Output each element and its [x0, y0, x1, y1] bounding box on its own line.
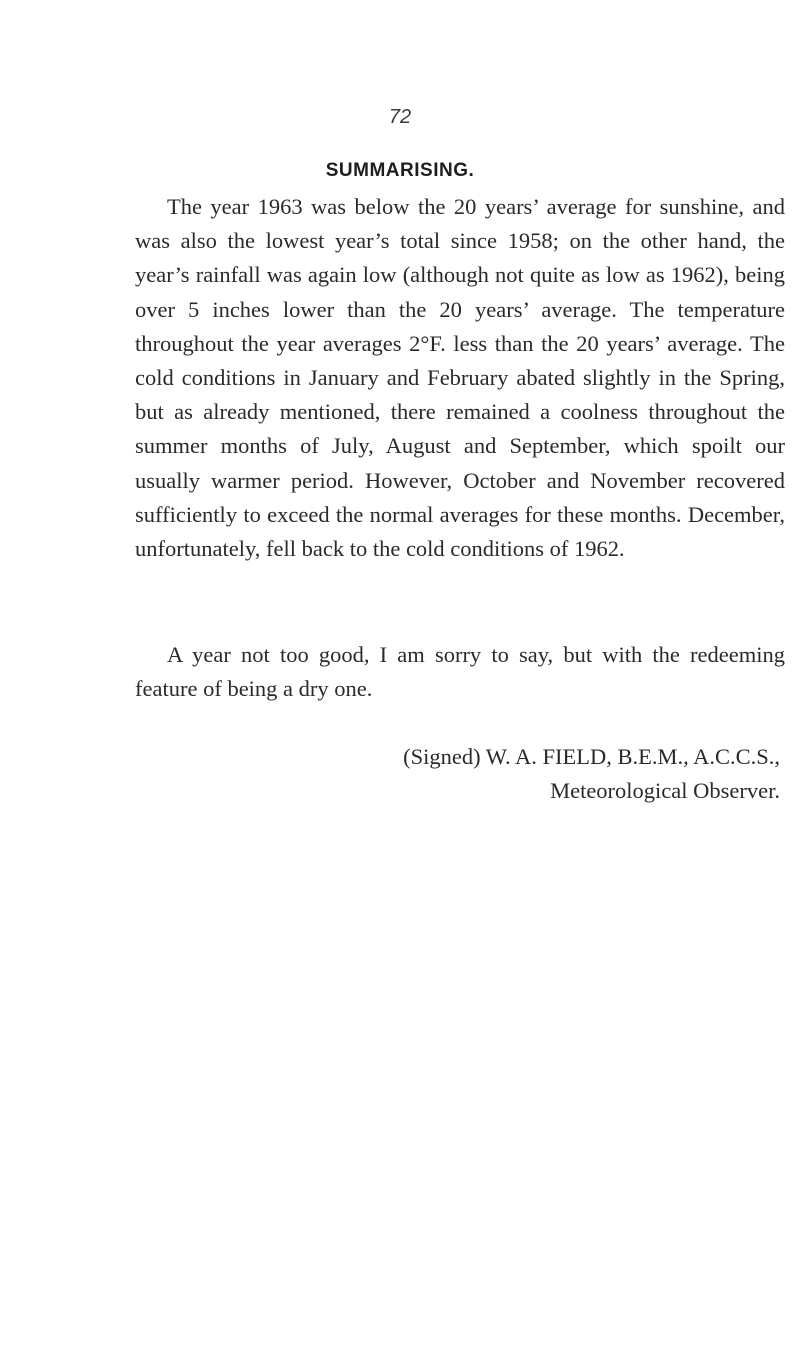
signature-title: Meteorological Observer.: [550, 778, 780, 803]
signature-name: (Signed) W. A. FIELD, B.E.M., A.C.C.S.,: [403, 744, 780, 769]
page-number: 72: [388, 106, 412, 128]
section-heading: SUMMARISING.: [325, 160, 475, 181]
signature-block: [403, 740, 780, 808]
summary-paragraph: The year 1963 was below the 20 years’ average for sunshine, and was also the lowest year’s total since 1958; on the other hand, the year’s rainfall was again low (although not quite as low as 1962), being over 5 inches lower than the 20 years’ average. The temperature throughout the year averages 2°F. less than the 20 years’ average. The cold conditions in January and February abated slightly in the Spring, but as already mentioned, there remained a coolness throughout the summer months of July, August and September, which spoilt our usually warmer period. However, October and November recovered sufficiently to exceed the normal averages for these months. December, unfortunately, fell back to the cold conditions of 1962.: [135, 194, 785, 562]
closing-paragraph: A year not too good, I am sorry to say, but with the redeeming feature of being a dry one.: [135, 642, 785, 702]
